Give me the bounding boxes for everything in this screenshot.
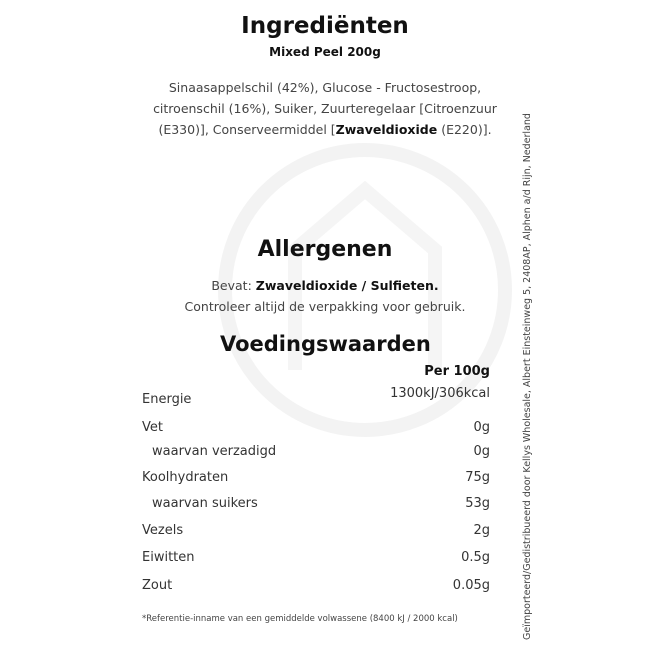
- ingredients-text: [0, 77, 650, 140]
- product-name: Mixed Peel 200g: [269, 45, 381, 59]
- allergens-list: Zwaveldioxide / Sulfieten.: [255, 278, 439, 293]
- nutrition-row: [142, 496, 490, 511]
- ingredients-title: Ingrediënten: [241, 13, 409, 39]
- nutrient-value: 2g: [473, 523, 490, 538]
- nutrient-value: 0g: [473, 444, 490, 459]
- allergens-text: [0, 275, 650, 317]
- allergens-note: Controleer altijd de verpakking voor gebruik.: [184, 299, 466, 314]
- ingredients-line-end: (E220)].: [437, 122, 492, 137]
- allergens-prefix: Bevat:: [211, 278, 256, 293]
- nutrient-label: Koolhydraten: [142, 470, 229, 485]
- nutrient-label: waarvan suikers: [152, 496, 258, 511]
- nutrition-row: [142, 420, 490, 435]
- importer-info: Geïmporteerd/Gedistribueerd door Kellys Wholesale, Albert Einsteinweg 5, 2408AP, Alphen a/d Rijn, Nederland: [522, 113, 533, 640]
- nutrition-row: [142, 523, 490, 538]
- nutrient-label: Eiwitten: [142, 550, 195, 565]
- nutrition-row: [142, 550, 490, 565]
- nutrient-value: 53g: [465, 496, 490, 511]
- allergen-highlight: Zwaveldioxide: [335, 122, 438, 137]
- nutrition-row: [142, 386, 490, 407]
- allergens-title: Allergenen: [257, 237, 393, 262]
- nutrient-label: Vezels: [142, 523, 184, 538]
- ingredients-line: [0, 119, 650, 140]
- nutrition-title: Voedingswaarden: [220, 332, 431, 356]
- ingredients-line: citroenschil (16%), Suiker, Zuurteregelaar [Citroenzuur: [153, 101, 497, 116]
- ingredients-line: Sinaasappelschil (42%), Glucose - Fructosestroop,: [168, 80, 482, 95]
- footnote: *Referentie-inname van een gemiddelde volwassene (8400 kJ / 2000 kcal): [142, 614, 458, 624]
- nutrition-row: [142, 444, 490, 459]
- nutrient-value: 1300kJ/306kcal: [390, 386, 490, 401]
- nutrition-row: [142, 470, 490, 485]
- nutrient-value: 75g: [465, 470, 490, 485]
- nutrient-label: Zout: [142, 578, 173, 593]
- nutrient-value: 0.05g: [452, 578, 490, 593]
- ingredients-line-start: (E330)], Conserveermiddel [: [158, 122, 336, 137]
- nutrient-label: waarvan verzadigd: [152, 444, 277, 459]
- nutrient-value: 0.5g: [461, 550, 490, 565]
- nutrient-label: Vet: [142, 420, 163, 435]
- nutrition-column-header: Per 100g: [424, 364, 490, 379]
- nutrition-row: [142, 578, 490, 593]
- nutrient-label: Energie: [142, 392, 192, 407]
- nutrient-value: 0g: [473, 420, 490, 435]
